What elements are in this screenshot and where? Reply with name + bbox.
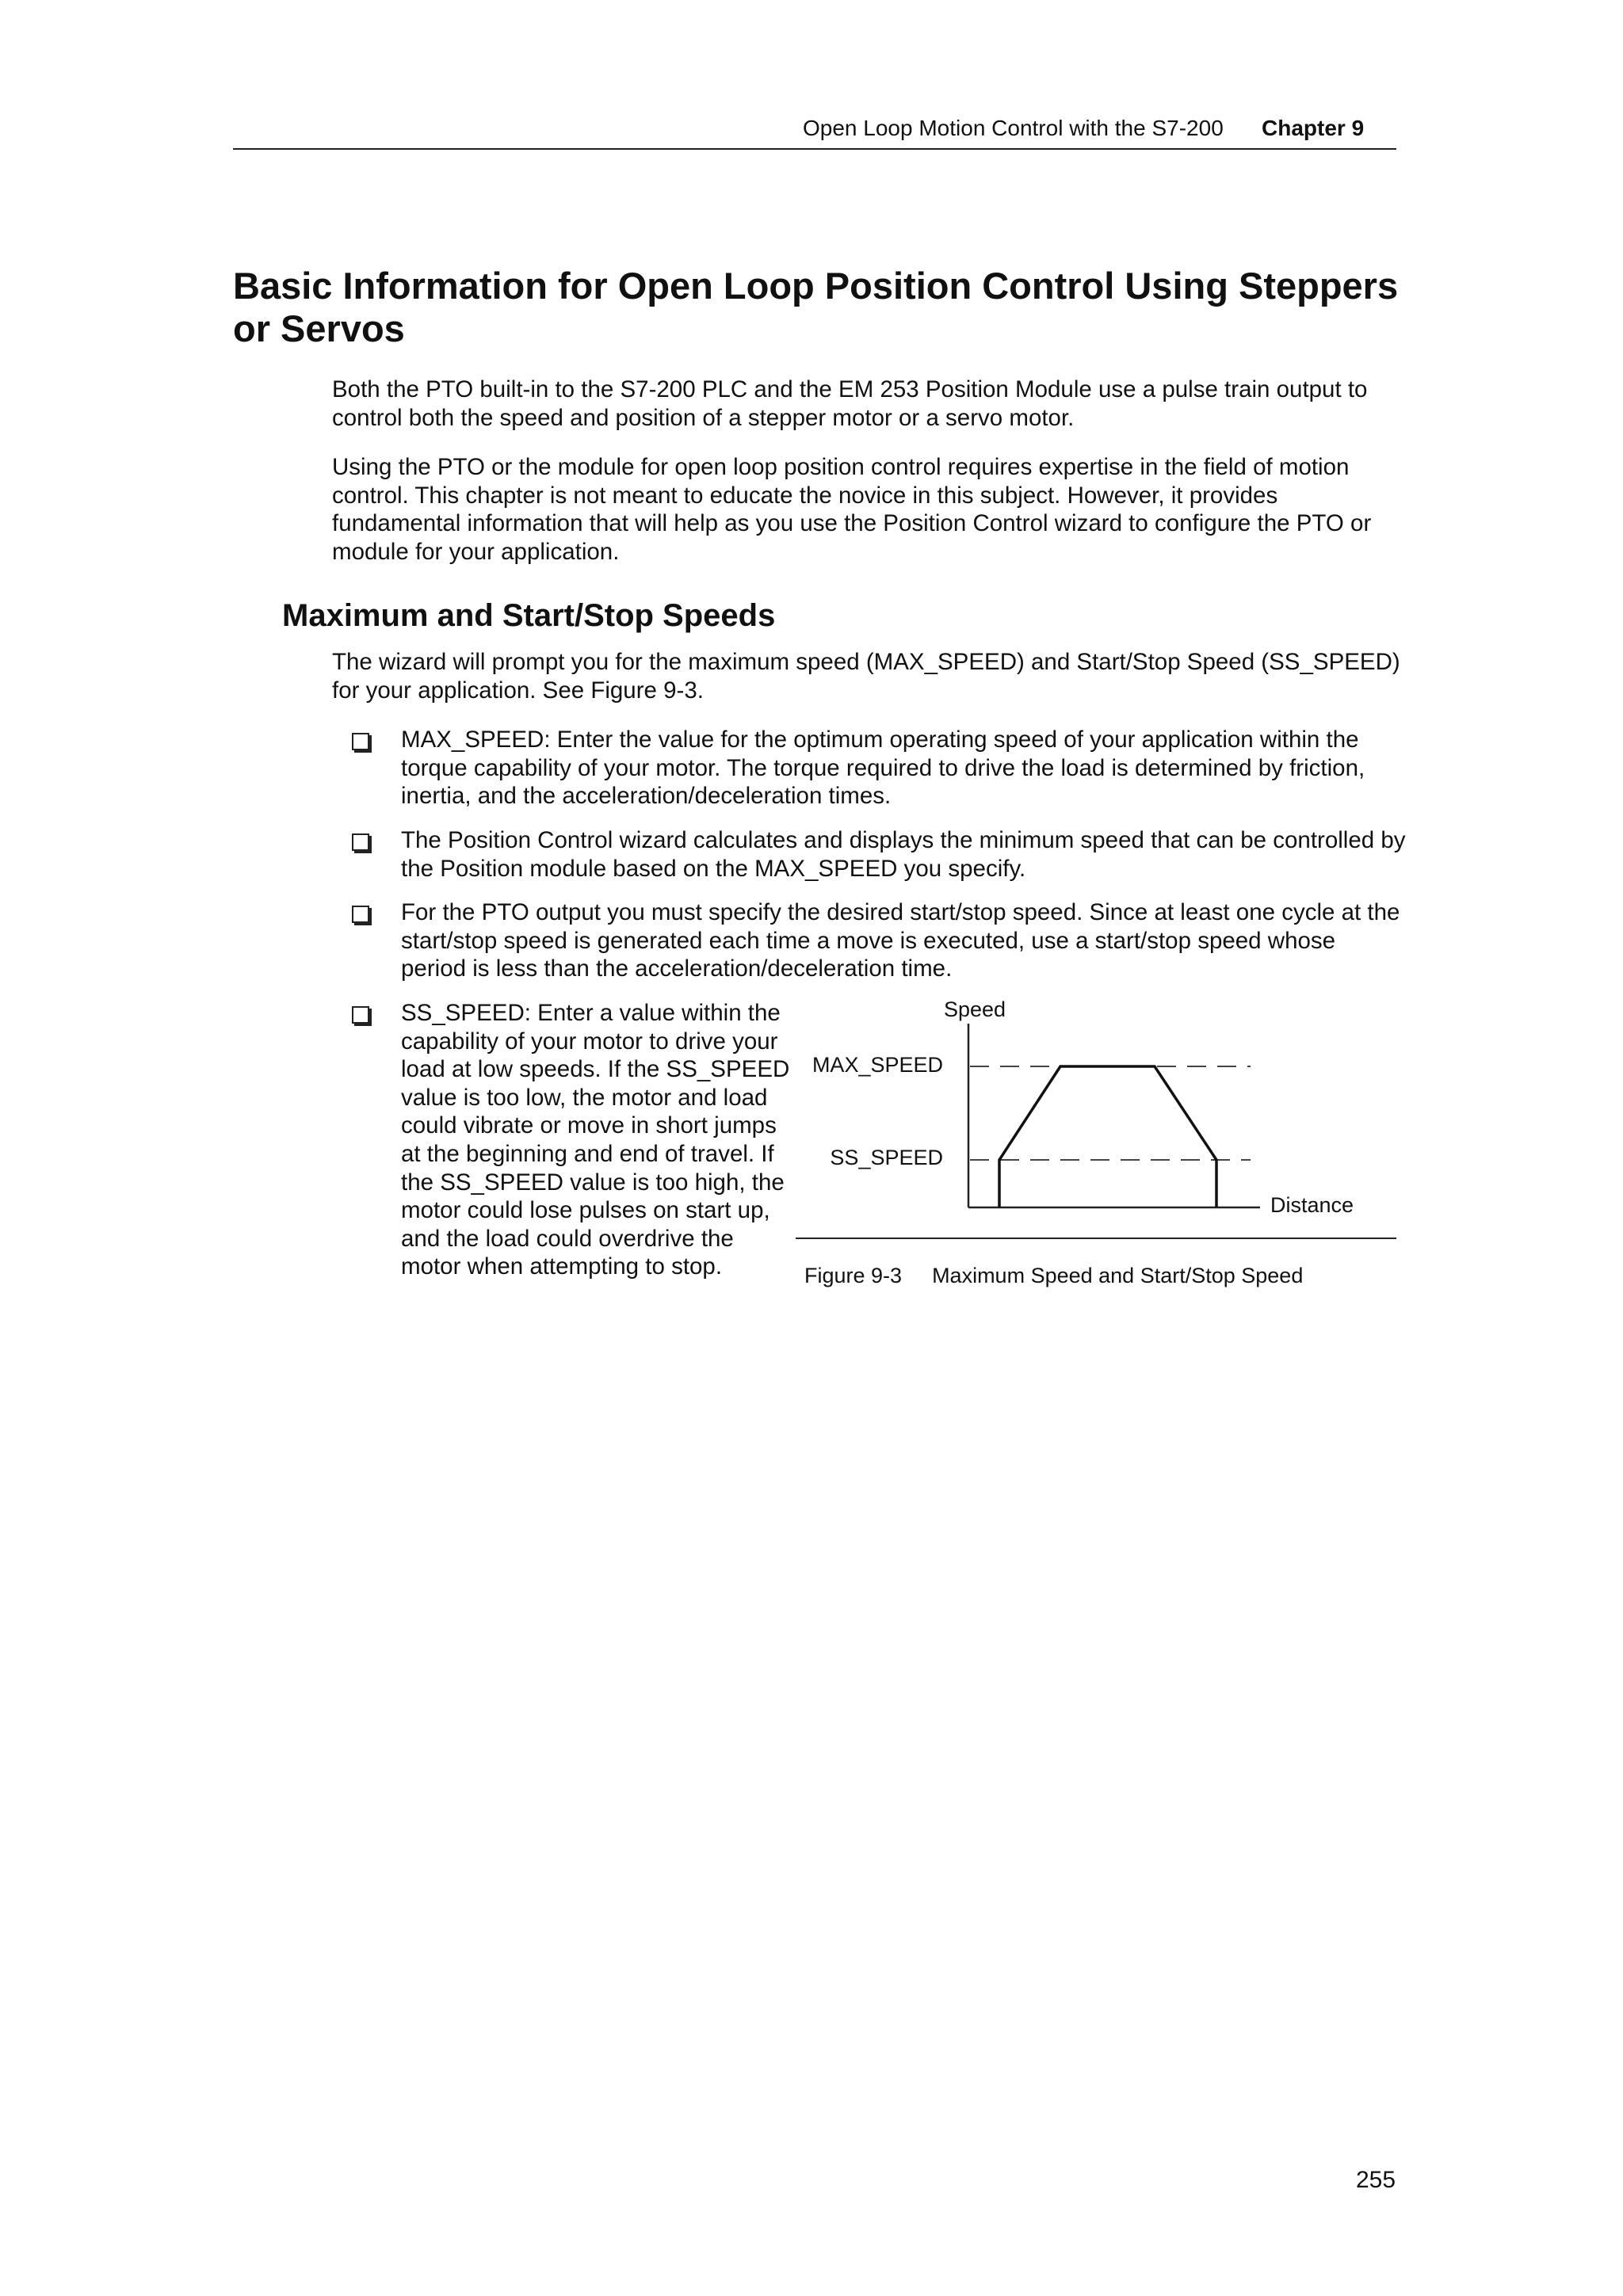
bullet-max-speed: MAX_SPEED: Enter the value for the optimum operating speed of your application within the torque capability of your motor. The torque required to drive the load is determined by friction, inertia, and the acceleration/deceleration times. (401, 727, 1365, 810)
running-title: Open Loop Motion Control with the S7-200 (803, 116, 1224, 140)
bullet-pto-start-stop: For the PTO output you must specify the desired start/stop speed. Since at least one cycle at the start/stop speed is generated each time a move is executed, use a start/stop speed whose period is less than the acceleration/deceleration time. (401, 899, 1400, 982)
y-axis-label: Speed (943, 997, 1006, 1021)
bullet-ss-speed: SS_SPEED: Enter a value within the capability of your motor to drive your load at low speeds. If the SS_SPEED value is too low, the motor and load could vibrate or move in short jumps at the beginning and end of travel. If the SS_SPEED value is too high, the motor could lose pulses on start up, and the load could overdrive the motor when attempting to stop. (401, 1000, 790, 1280)
checkbox-bullet-icon (352, 1006, 369, 1024)
figure-number: Figure 9-3 (804, 1264, 903, 1287)
bullet-min-speed: The Position Control wizard calculates and displays the minimum speed that can be controlled by the Position module based on the MAX_SPEED you specify. (401, 827, 1406, 882)
ss-speed-label: SS_SPEED (830, 1146, 943, 1169)
subsection-title: Maximum and Start/Stop Speeds (282, 598, 776, 633)
checkbox-bullet-icon (352, 733, 369, 750)
checkbox-bullet-icon (352, 906, 369, 923)
header-rule (233, 148, 1396, 150)
subsection-intro: The wizard will prompt you for the maximum speed (MAX_SPEED) and Start/Stop Speed (SS_SPEED) for your application. See Figure 9-3. (332, 649, 1400, 704)
paragraph-1: Both the PTO built-in to the S7-200 PLC and the EM 253 Position Module use a pulse train output to control both the speed and position of a stepper motor or a servo motor. (332, 376, 1368, 431)
figure-caption (804, 1264, 1303, 1288)
figure-rule (796, 1238, 1396, 1239)
max-speed-label: MAX_SPEED (812, 1053, 943, 1077)
figure-title: Maximum Speed and Start/Stop Speed (932, 1264, 1304, 1287)
checkbox-bullet-icon (352, 833, 369, 851)
x-axis-label: Distance (1270, 1193, 1354, 1217)
section-title: Basic Information for Open Loop Position Control Using Steppers or Servos (233, 265, 1399, 349)
paragraph-2: Using the PTO or the module for open loop position control requires expertise in the field of motion control. This chapter is not meant to educate the novice in this subject. However, it provides fundamental information that will help as you use the Position Control wizard to configure the PTO or module for your application. (332, 454, 1372, 565)
speed-profile-line (999, 1066, 1216, 1207)
page-number: 255 (1356, 2167, 1396, 2193)
speed-profile-diagram (792, 990, 1403, 1236)
chapter-label: Chapter 9 (1262, 116, 1365, 140)
